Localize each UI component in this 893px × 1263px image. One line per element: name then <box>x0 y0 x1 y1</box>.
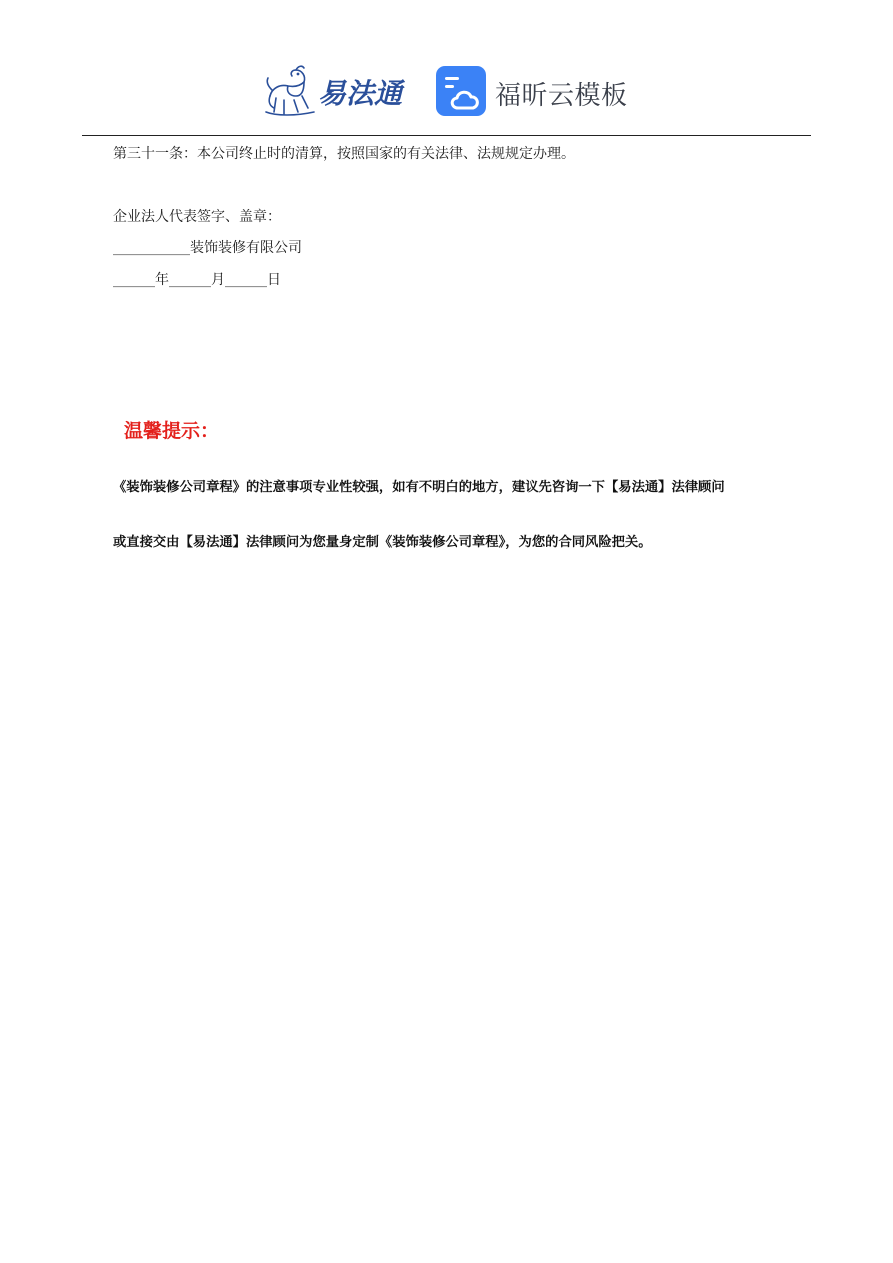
date-line: ______年______月______日 <box>113 272 281 288</box>
qilin-icon <box>262 62 322 118</box>
header-divider <box>82 135 811 136</box>
company-name-line: ___________装饰装修有限公司 <box>113 240 302 256</box>
foxit-cloud-template-logo <box>436 66 636 118</box>
signature-label: 企业法人代表签字、盖章： <box>113 209 281 225</box>
article-31: 第三十一条：本公司终止时的清算，按照国家的有关法律、法规规定办理。 <box>113 146 575 162</box>
warm-tips-line-2: 或直接交由【易法通】法律顾问为您量身定制《装饰装修公司章程》，为您的合同风险把关。 <box>113 535 652 550</box>
warm-tips-line-1: 《装饰装修公司章程》的注意事项专业性较强，如有不明白的地方，建议先咨询一下【易法通】法律顾问 <box>113 480 725 495</box>
foxit-logo-text: 福昕云模板 <box>495 81 628 111</box>
yifatong-logo-text: 易法通 <box>318 77 403 110</box>
cloud-document-icon <box>436 66 486 116</box>
page-header <box>0 0 893 136</box>
yifatong-logo <box>262 62 414 118</box>
warm-tips-title: 温馨提示： <box>124 420 220 442</box>
